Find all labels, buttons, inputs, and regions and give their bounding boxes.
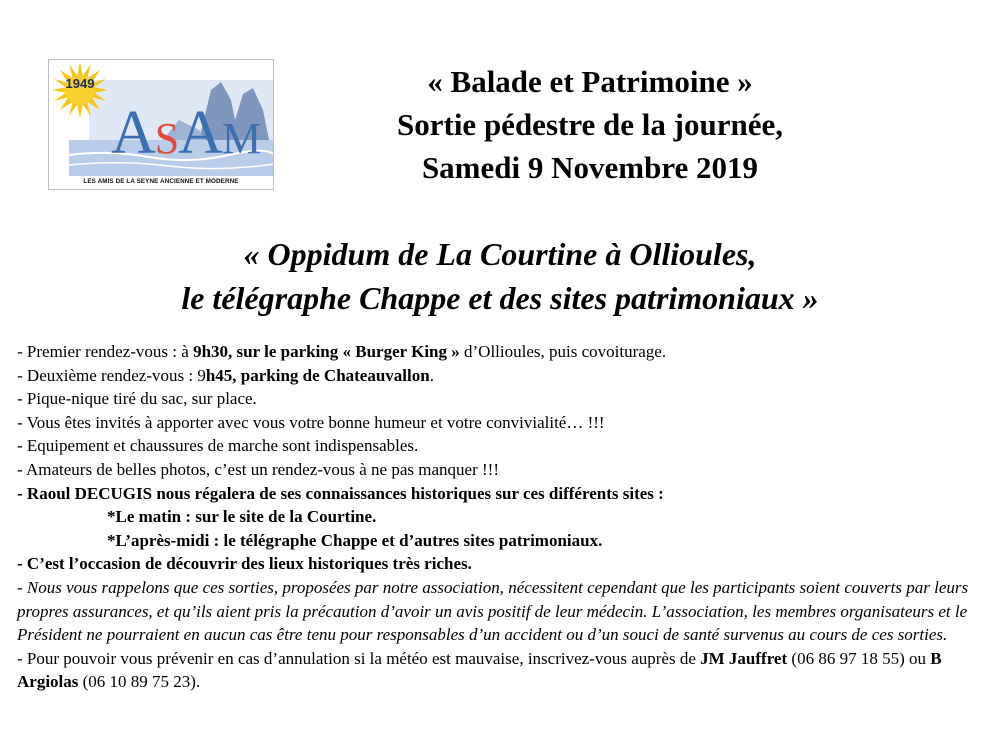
logo-letter-a2: A — [178, 99, 223, 167]
logo-wordmark — [111, 98, 271, 169]
detail-text: - Premier rendez-vous : à — [17, 342, 194, 361]
detail-occasion — [17, 552, 992, 576]
detail-registration — [17, 647, 992, 694]
detail-text: d’Ollioules, puis covoiturage. — [459, 342, 667, 361]
subtitle-line-1: « Oppidum de La Courtine à Ollioules, — [243, 236, 757, 272]
detail-equipment: - Equipement et chaussures de marche sont indispensables. — [17, 436, 419, 456]
contact-phone-jauffret: (06 86 97 18 55) ou — [787, 648, 931, 668]
detail-bold: *Le matin : sur le site de la Courtine. — [107, 507, 377, 527]
detail-text: . — [429, 365, 434, 385]
detail-photos: - Amateurs de belles photos, c’est un rendez-vous à ne pas manquer !!! — [17, 459, 499, 479]
subtitle-line-2: le télégraphe Chappe et des sites patrimoniaux » — [181, 280, 819, 316]
detail-mood: - Vous êtes invités à apporter avec vous votre bonne humeur et votre convivialité… !!! — [17, 412, 605, 432]
detail-text: - Pour pouvoir vous prévenir en cas d’annulation si la météo est mauvaise, inscrivez-vous auprès de — [17, 648, 701, 668]
contact-name-argiolas: B Argiolas — [17, 648, 942, 692]
event-details — [17, 340, 992, 694]
detail-afternoon — [17, 529, 992, 553]
contact-name-jauffret: JM Jauffret — [700, 648, 788, 668]
detail-bold: h45, parking de Chateauvallon — [205, 365, 430, 385]
detail-text: - Deuxième rendez-vous : 9 — [17, 365, 206, 385]
header-date: Samedi 9 Novembre 2019 — [421, 150, 759, 185]
header-title: « Balade et Patrimoine » — [427, 64, 753, 99]
detail-insurance-notice: - Nous vous rappelons que ces sorties, proposées par notre association, nécessitent cependant que les participants soient couverts par leurs propres assurances, et qu’ils aient pris la précaution d’avoir un avis positif de leur médecin. L’association, les membres organisateurs et le Président ne pourraient en aucun cas être tenu pour responsables d’un accident ou d’un souci de santé survenus au cours de ces sorties. — [17, 577, 969, 645]
event-subtitle — [40, 232, 960, 320]
contact-phone-argiolas: (06 10 89 75 23). — [78, 672, 201, 692]
header-type: Sortie pédestre de la journée, — [397, 107, 783, 142]
logo-caption: LES AMIS DE LA SEYNE ANCIENNE ET MODERNE — [83, 178, 239, 185]
detail-picnic: - Pique-nique tiré du sac, sur place. — [17, 389, 257, 409]
detail-first-meeting — [17, 340, 992, 364]
detail-bold: - Raoul DECUGIS nous régalera de ses connaissances historiques sur ces différents sites : — [17, 483, 664, 503]
event-header — [330, 60, 850, 189]
logo-letter-m: M — [222, 114, 261, 163]
detail-second-meeting — [17, 364, 992, 388]
logo-letter-s: S — [154, 114, 179, 163]
logo-year: 1949 — [65, 76, 95, 91]
logo-letter-a1: A — [111, 99, 155, 167]
detail-bold: 9h30, sur le parking « Burger King » — [193, 342, 460, 361]
asam-logo — [48, 59, 274, 190]
detail-bold: *L’après-midi : le télégraphe Chappe et d’autres sites patrimoniaux. — [107, 530, 603, 550]
detail-guide — [17, 482, 992, 506]
detail-morning — [17, 505, 992, 529]
detail-bold: - C’est l’occasion de découvrir des lieux historiques très riches. — [17, 554, 472, 574]
